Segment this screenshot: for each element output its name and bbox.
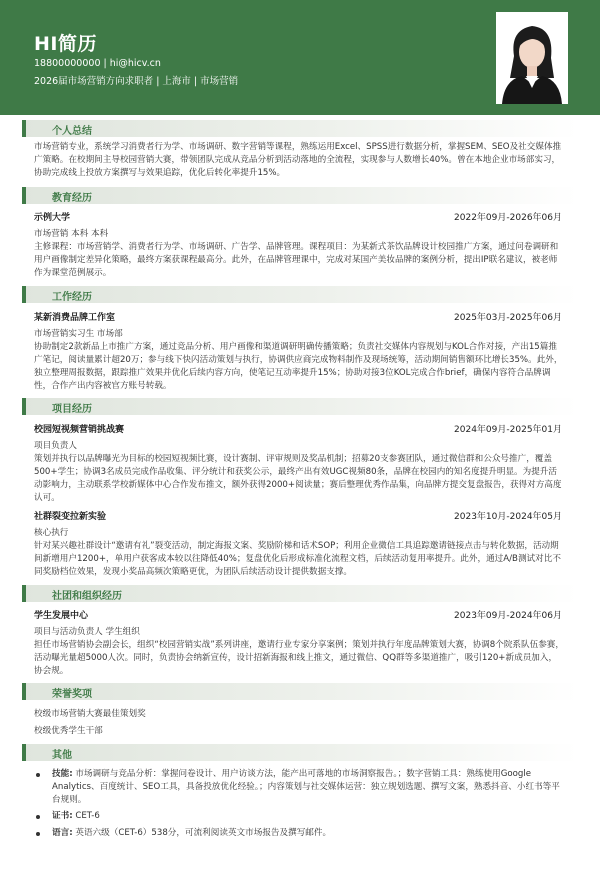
campus-role: 项目与活动负责人 学生组织	[34, 627, 140, 637]
section-accent	[22, 120, 26, 137]
avatar	[496, 12, 568, 104]
section-accent	[22, 585, 26, 602]
other-item-text	[34, 768, 564, 807]
company-name: 某新消费品牌工作室	[34, 313, 116, 323]
section-summary-header	[22, 120, 578, 137]
education-date: 2022年09月-2026年06月	[454, 213, 562, 223]
section-work-header	[22, 286, 578, 303]
section-title: 个人总结	[52, 126, 92, 137]
list-item	[34, 768, 564, 807]
section-other-header	[22, 744, 578, 761]
contact-info: 18800000000 | hi@hicv.cn	[34, 58, 161, 69]
section-awards-header	[22, 683, 578, 700]
project-name: 校园短视频营销挑战赛	[34, 425, 125, 435]
other-item-value: 英语六级（CET-6）538分，可流利阅读英文市场报告及撰写邮件。	[72, 828, 332, 838]
education-text: 主修课程：市场营销学、消费者行为学、市场调研、广告学、品牌管理。课程项目：为某新式茶饮品牌设计校园推广方案，通过问卷调研和用户画像制定差异化策略，最终方案获课程最高分。此外，在品牌管理课中，完成对某国产美妆品牌的案例分析，提出IP联名建议，被老师作为课堂范例展示。	[34, 242, 559, 278]
job-intent: 2026届市场营销方向求职者 | 上海市 | 市场营销	[34, 76, 239, 87]
list-item	[34, 810, 564, 823]
other-item-text	[34, 810, 564, 823]
section-education-header	[22, 187, 578, 204]
section-accent	[22, 744, 26, 761]
portrait-photo-icon	[496, 12, 568, 104]
work-role: 市场营销实习生 市场部	[34, 329, 123, 339]
project-text: 针对某兴趣社群设计“邀请有礼”裂变活动，制定海报文案、奖励阶梯和话术SOP；利用企业微信工具追踪邀请链接点击与转化数据，活动期间新增用户1200+，单用户获客成本较以往降低40%；复盘优化后形成标准化流程文档，后续活动复用率提升。此外，通过A/B测试对比不同奖励档位效果，发现小奖品高频次策略更优，为团队后续活动设计提供数据支撑。	[34, 541, 561, 577]
section-accent	[22, 683, 26, 700]
project-text: 策划并执行以品牌曝光为目标的校园短视频比赛，设计赛制、评审规则及奖品机制；招募20支参赛团队，通过微信群和公众号推广，覆盖500+学生；协调3名成员完成作品收集、评分统计和获奖公示，最终产出有效UGC视频80条，品牌在校园内的知名度提升明显。为提升活动影响力，主动联系学校新媒体中心合作发布推文，额外获得2000+阅读量；赛后整理优秀作品集，向品牌方提交复盘报告，获得对方高度认可。	[34, 454, 562, 503]
project-role: 核心执行	[34, 528, 69, 538]
bullet-icon	[36, 832, 40, 836]
bullet-icon	[36, 773, 40, 777]
section-projects-header	[22, 398, 578, 415]
section-title: 工作经历	[52, 292, 92, 303]
section-title: 其他	[52, 750, 72, 761]
section-title: 项目经历	[52, 404, 92, 415]
section-accent	[22, 286, 26, 303]
other-item-value: CET-6	[72, 811, 100, 821]
other-item-text	[34, 827, 564, 840]
project-name: 社群裂变拉新实验	[34, 512, 107, 522]
other-item-label: 技能:	[52, 769, 73, 779]
project-date: 2023年10月-2024年05月	[454, 512, 562, 522]
section-accent	[22, 187, 26, 204]
other-item-label: 语言:	[52, 828, 73, 838]
section-title: 教育经历	[52, 193, 92, 204]
project-date: 2024年09月-2025年01月	[454, 425, 562, 435]
resume-header	[0, 0, 600, 115]
other-item-value: 市场调研与竞品分析：掌握问卷设计、用户访谈方法，能产出可落地的市场洞察报告。；数字营销工具：熟练使用Google Analytics、百度统计、SEO工具，具备投放优化经验。；内容策划与社交媒体运营：独立规划选题、撰写文案，熟悉抖音、小红书等平台规则。	[52, 769, 560, 805]
candidate-name: HI简历	[34, 33, 97, 55]
bullet-icon	[36, 815, 40, 819]
project-role: 项目负责人	[34, 441, 77, 451]
section-campus-header	[22, 585, 578, 602]
other-item-label: 证书:	[52, 811, 73, 821]
section-title: 荣誉奖项	[52, 689, 92, 700]
organization-name: 学生发展中心	[34, 611, 89, 621]
award-item: 校级市场营销大赛最佳策划奖	[34, 709, 146, 719]
work-text: 协助制定2款新品上市推广方案，通过竞品分析、用户画像和渠道调研明确传播策略；负责社交媒体内容规划与KOL合作对接，产出15篇推广笔记，阅读量累计超20万；参与线下快闪活动策划与执行，协调供应商完成物料制作及现场统筹，活动期间销售额环比增长35%。此外，独立整理周报数据，跟踪推广效果并优化后续内容方向，使笔记互动率提升15%；协助对接3位KOL完成合作brief，确保内容符合品牌调性，合作产出内容被官方账号转载。	[34, 342, 563, 391]
education-major: 市场营销 本科 本科	[34, 229, 109, 239]
section-accent	[22, 398, 26, 415]
section-title: 社团和组织经历	[52, 591, 122, 602]
list-item	[34, 827, 564, 840]
award-item: 校级优秀学生干部	[34, 726, 103, 736]
campus-date: 2023年09月-2024年06月	[454, 611, 562, 621]
work-date: 2025年03月-2025年06月	[454, 313, 562, 323]
campus-text: 担任市场营销协会副会长，组织“校园营销实战”系列讲座，邀请行业专家分享案例；策划并执行年度品牌策划大赛，协调8个院系队伍参赛，活动曝光量超5000人次。同时，负责协会纳新宣传，设计招新海报和线上推文，通过微信、QQ群等多渠道推广，吸引120+新成员加入，协会规。	[34, 640, 564, 676]
school-name: 示例大学	[34, 213, 71, 223]
summary-text: 市场营销专业，系统学习消费者行为学、市场调研、数字营销等课程，熟练运用Excel、SPSS进行数据分析，掌握SEM、SEO及社交媒体推广策略。在校期间主导校园营销大赛，带领团队完成从竞品分析到活动落地的全流程，实现参与人数增长40%。曾在本地企业市场部实习，协助完成线上投放方案撰写与效果追踪，优化后转化率提升15%。	[34, 142, 562, 178]
